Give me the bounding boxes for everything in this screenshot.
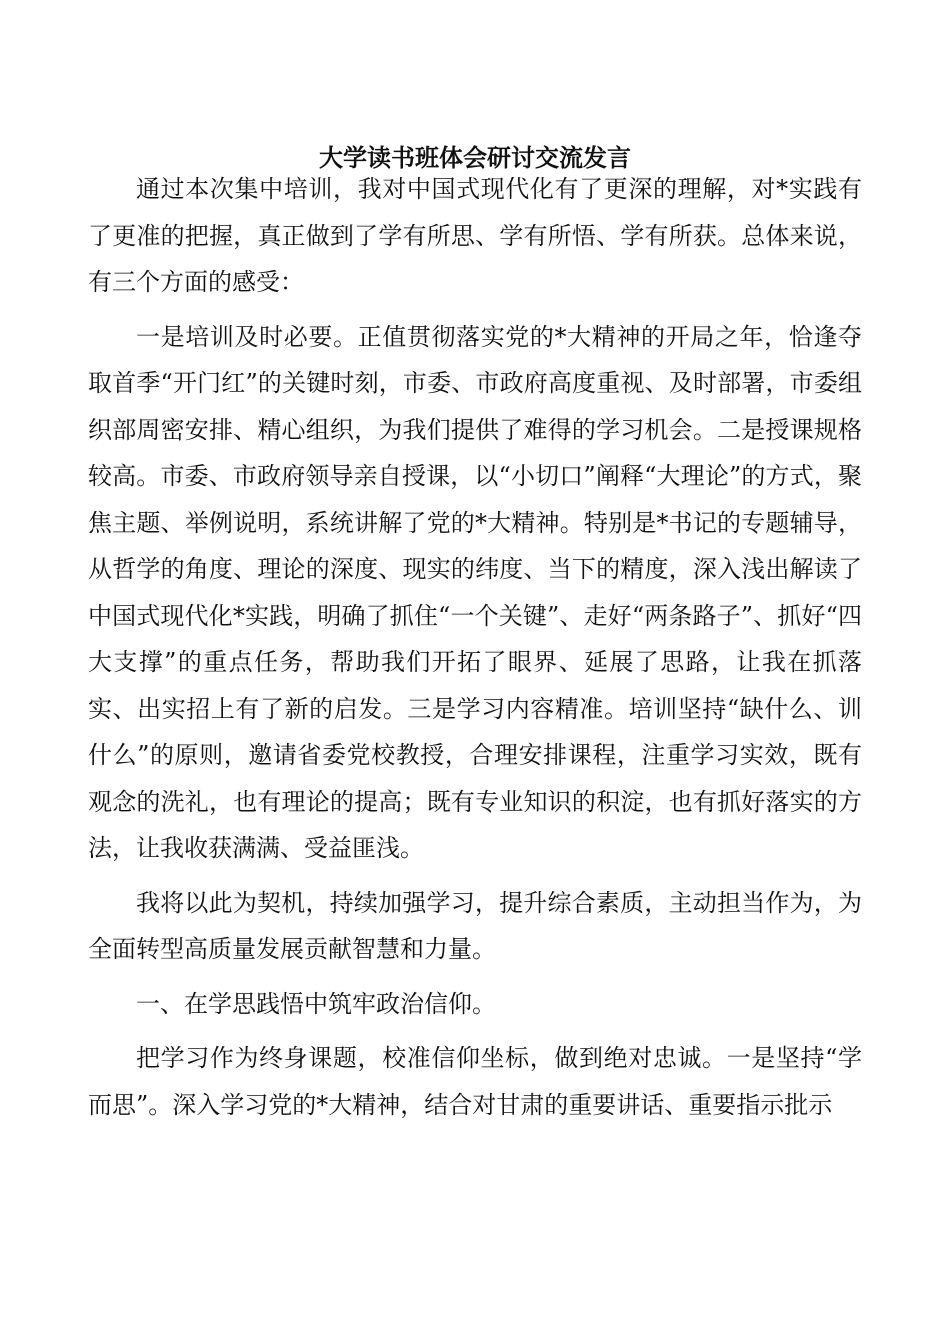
section-heading-1: 一、在学思践悟中筑牢政治信仰。 xyxy=(136,989,496,1018)
paragraph-commitment: 我将以此为契机，持续加强学习，提升综合素质，主动担当作为，为全面转型高质量发展贡献智慧和力量。 xyxy=(88,888,862,963)
paragraph-feelings: 一是培训及时必要。正值贯彻落实党的*大精神的开局之年，恰逢夺取首季“开门红”的关键时刻，市委、市政府高度重视、及时部署，市委组织部周密安排、精心组织，为我们提供了难得的学习机会。二是授课规格较高。市委、市政府领导亲自授课，以“小切口”阐释“大理论”的方式，聚焦主题、举例说明，系统讲解了党的*大精神。特别是*书记的专题辅导，从哲学的角度、理论的深度、现实的纬度、当下的精度，深入浅出解读了中国式现代化*实践，明确了抓住“一个关键”、走好“两条路子”、抓好“四大支撑”的重点任务，帮助我们开拓了眼界、延展了思路，让我在抓落实、出实招上有了新的启发。三是学习内容精准。培训坚持“缺什么、训什么”的原则，邀请省委党校教授，合理安排课程，注重学习实效，既有观念的洗礼，也有理论的提高；既有专业知识的积淀，也有抓好落实的方法，让我收获满满、受益匪浅。 xyxy=(88,322,862,862)
paragraph-intro: 通过本次集中培训，我对中国式现代化有了更深的理解，对*实践有了更准的把握，真正做到了学有所思、学有所悟、学有所获。总体来说，有三个方面的感受： xyxy=(88,175,862,296)
document-title: 大学读书班体会研讨交流发言 xyxy=(319,144,631,172)
paragraph-section-1: 把学习作为终身课题，校准信仰坐标，做到绝对忠诚。一是坚持“学而思”。深入学习党的*大精神，结合对甘肃的重要讲话、重要指示批示 xyxy=(88,1044,862,1119)
document-body xyxy=(88,166,862,1128)
